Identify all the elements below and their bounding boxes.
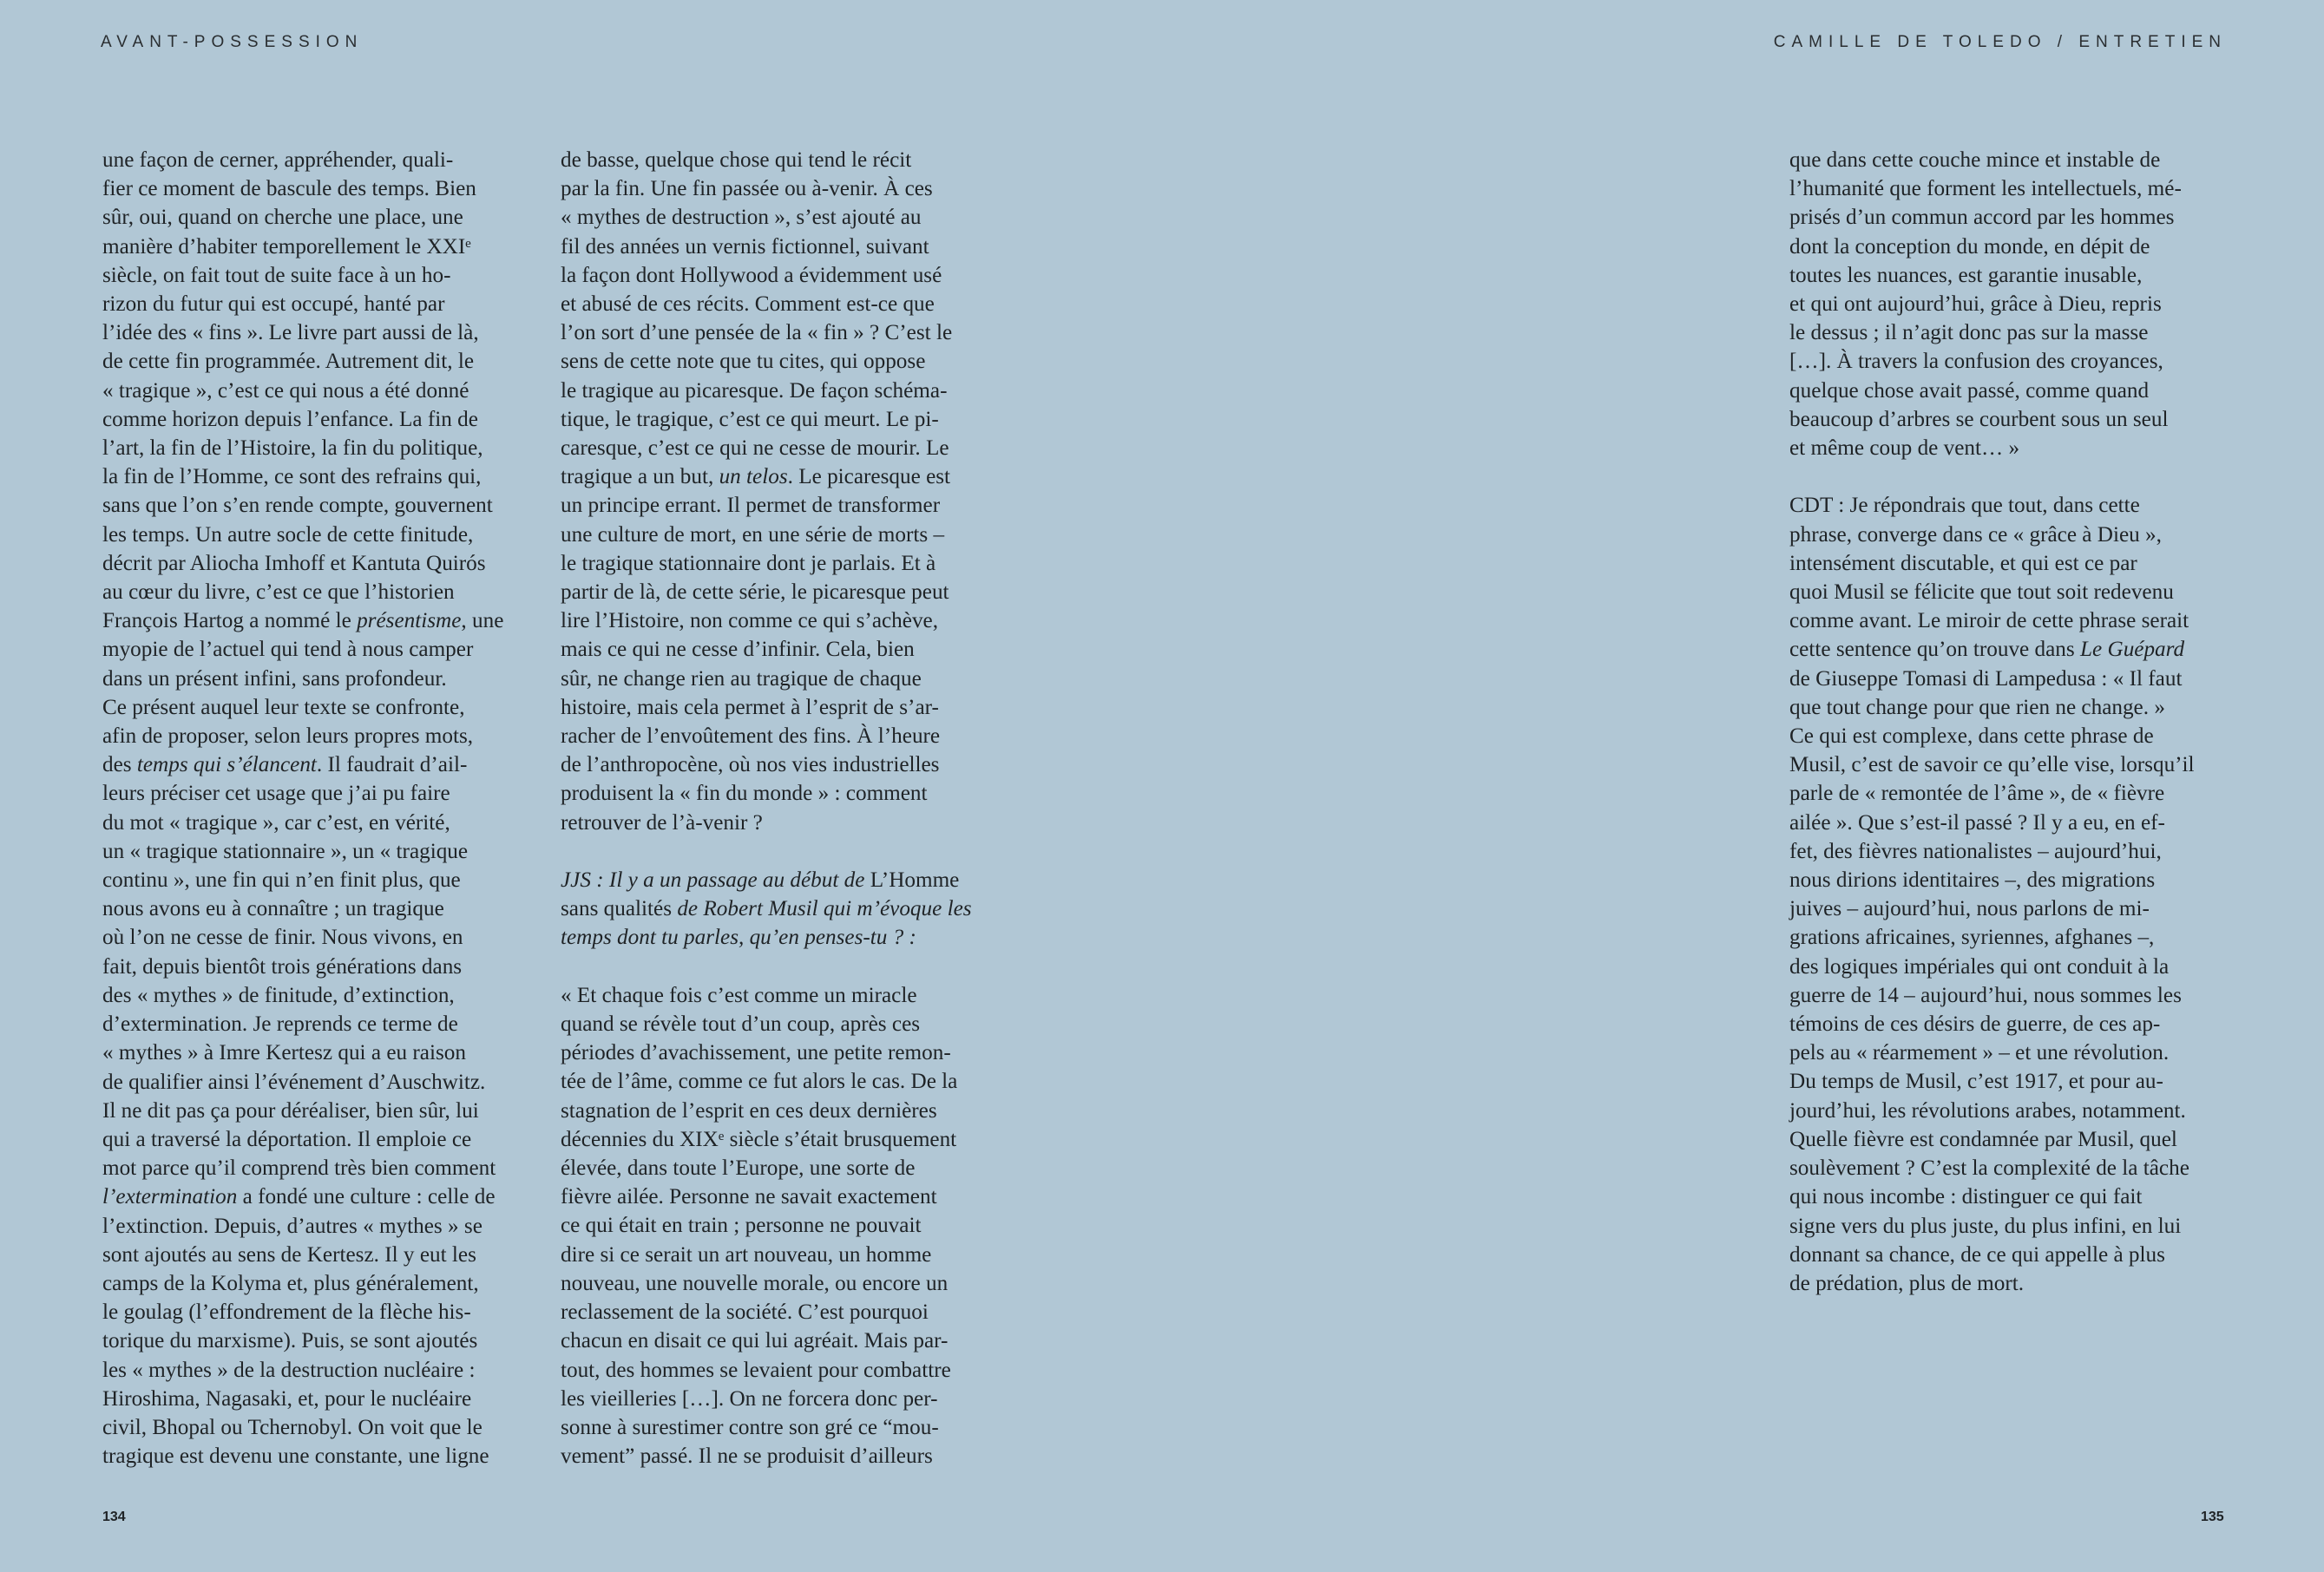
text-line: retrouver de l’à-venir ? (561, 810, 763, 835)
text-line: de Giuseppe Tomasi di Lampedusa : « Il faut (1789, 666, 2183, 691)
text-line: […]. À travers la confusion des croyances, (1789, 350, 2163, 374)
text-line: dans un présent infini, sans profondeur. (102, 666, 447, 691)
text-line: quoi Musil se félicite que tout soit redevenu (1789, 580, 2174, 605)
text-line: l’humanité que forment les intellectuels, mé- (1789, 177, 2182, 201)
text-line: torique du marxisme). Puis, se sont ajoutés (102, 1329, 478, 1353)
text-line: de basse, quelque chose qui tend le récit (561, 148, 912, 172)
text-line: pels au « réarmement » – et une révolution. (1789, 1041, 2170, 1065)
text-line: leurs préciser cet usage que j’ai pu faire (102, 782, 450, 806)
text-line: sûr, oui, quand on cherche une place, une (102, 206, 463, 230)
text-line: tique, le tragique, c’est ce qui meurt. Le pi- (561, 407, 939, 431)
text-column-left-page (102, 146, 536, 1470)
text-line: de qualifier ainsi l’événement d’Auschwitz. (102, 1070, 486, 1094)
text-line: « tragique », c’est ce qui nous a été donné (102, 378, 469, 403)
text-line: dont la conception du monde, en dépit de (1789, 234, 2150, 259)
text-line: afin de proposer, selon leurs propres mots, (102, 724, 474, 749)
text-line: tout, des hommes se levaient pour combattre (561, 1358, 951, 1382)
text-line: de l’anthropocène, où nos vies industrielles (561, 753, 940, 777)
text-line: fier ce moment de bascule des temps. Bien (102, 177, 476, 201)
text-line: de prédation, plus de mort. (1789, 1271, 2025, 1295)
text-line: fièvre ailée. Personne ne savait exactement (561, 1185, 937, 1209)
text-line: d’extermination. Je reprends ce terme de (102, 1012, 458, 1037)
text-line: les « mythes » de la destruction nucléaire : (102, 1358, 476, 1382)
text-line: décennies du XIXᵉ siècle s’était brusquement (561, 1127, 957, 1151)
text-line: des temps qui s’élancent. Il faudrait d’ail- (102, 753, 468, 777)
text-line: cette sentence qu’on trouve dans Le Guépard (1789, 638, 2185, 662)
text-line: rizon du futur qui est occupé, hanté par (102, 292, 445, 317)
text-line: nous dirions identitaires –, des migrations (1789, 868, 2156, 893)
text-line: comme avant. Le miroir de cette phrase serait (1789, 609, 2189, 633)
text-line: nous avons eu à connaître ; un tragique (102, 897, 444, 921)
text-column-right-page (1789, 146, 2223, 1298)
text-line: sans que l’on s’en rende compte, gouvernent (102, 494, 493, 518)
text-line: l’art, la fin de l’Histoire, la fin du politique, (102, 436, 483, 461)
text-line: que dans cette couche mince et instable de (1789, 148, 2161, 172)
running-head-right: CAMILLE DE TOLEDO / ENTRETIEN (1773, 33, 2227, 51)
text-line: sonne à surestimer contre son gré ce “mou- (561, 1415, 939, 1439)
text-line: Du temps de Musil, c’est 1917, et pour au- (1789, 1070, 2163, 1094)
text-line: partir de là, de cette série, le picaresque peut (561, 580, 949, 605)
text-line: signe vers du plus juste, du plus infini, en lui (1789, 1214, 2182, 1238)
text-line: sens de cette note que tu cites, qui oppose (561, 350, 926, 374)
text-line: caresque, c’est ce qui ne cesse de mourir. Le (561, 436, 949, 461)
text-line: de cette fin programmée. Autrement dit, le (102, 350, 475, 374)
text-line: et abusé de ces récits. Comment est-ce que (561, 292, 935, 317)
text-line: tragique a un but, un telos. Le picaresque est (561, 465, 951, 489)
text-line: siècle, on fait tout de suite face à un ho- (102, 263, 451, 287)
text-line: produisent la « fin du monde » : comment (561, 782, 928, 806)
text-line: Ce présent auquel leur texte se confronte, (102, 695, 465, 719)
text-line: myopie de l’actuel qui tend à nous camper (102, 638, 474, 662)
text-line: juives – aujourd’hui, nous parlons de mi- (1789, 897, 2150, 921)
text-line: grations africaines, syriennes, afghanes –, (1789, 926, 2155, 950)
text-line: qui a traversé la déportation. Il emploie ce (102, 1127, 472, 1151)
paragraph-gap (561, 953, 995, 981)
text-line: le goulag (l’effondrement de la flèche his- (102, 1300, 471, 1325)
text-line: « mythes » à Imre Kertesz qui a eu raison (102, 1041, 466, 1065)
text-line: civil, Bhopal ou Tchernobyl. On voit que le (102, 1415, 483, 1439)
text-line: où l’on ne cesse de finir. Nous vivons, en (102, 926, 463, 950)
text-line: élevée, dans toute l’Europe, une sorte de (561, 1156, 916, 1181)
text-line: l’extinction. Depuis, d’autres « mythes » se (102, 1214, 483, 1238)
text-line: reclassement de la société. C’est pourquoi (561, 1300, 929, 1325)
text-line: la façon dont Hollywood a évidemment usé (561, 263, 942, 287)
text-line: le tragique stationnaire dont je parlais. Et à (561, 551, 936, 575)
text-line: ailée ». Que s’est-il passé ? Il y a eu, en ef- (1789, 810, 2165, 835)
text-line: vement” passé. Il ne se produisit d’ailleurs (561, 1444, 933, 1469)
text-line: l’on sort d’une pensée de la « fin » ? C’est le (561, 321, 953, 345)
running-head-left: AVANT-POSSESSION (101, 33, 364, 51)
page-number-right: 135 (2201, 1510, 2224, 1524)
text-line: l’idée des « fins ». Le livre part aussi de là, (102, 321, 479, 345)
text-line: du mot « tragique », car c’est, en vérité, (102, 810, 450, 835)
text-line: Musil, c’est de savoir ce qu’elle vise, lorsqu’il (1789, 753, 2195, 777)
text-line: fet, des fièvres nationalistes – aujourd’hui, (1789, 839, 2162, 863)
text-line: chacun en disait ce qui lui agréait. Mais par- (561, 1329, 949, 1353)
text-line: intensément discutable, et qui est ce par (1789, 551, 2137, 575)
text-line: racher de l’envoûtement des fins. À l’heure (561, 724, 941, 749)
text-line: l’extermination a fondé une culture : celle de (102, 1185, 496, 1209)
text-line: une culture de mort, en une série de morts – (561, 522, 945, 547)
text-line: lire l’Histoire, non comme ce qui s’achève, (561, 609, 939, 633)
text-line: la fin de l’Homme, ce sont des refrains qui, (102, 465, 482, 489)
text-line: fait, depuis bientôt trois générations dans (102, 954, 463, 979)
text-line: histoire, mais cela permet à l’esprit de s’ar- (561, 695, 939, 719)
text-line: parle de « remontée de l’âme », de « fièvre (1789, 782, 2165, 806)
text-line: qui nous incombe : distinguer ce qui fait (1789, 1185, 2143, 1209)
text-line: « Et chaque fois c’est comme un miracle (561, 983, 917, 1007)
text-line: quelque chose avait passé, comme quand (1789, 378, 2150, 403)
text-line: sans qualités de Robert Musil qui m’évoque les (561, 897, 972, 921)
text-line: Quelle fièvre est condamnée par Musil, quel (1789, 1127, 2177, 1151)
text-line: au cœur du livre, c’est ce que l’historien (102, 580, 455, 605)
text-line: CDT : Je répondrais que tout, dans cette (1789, 494, 2140, 518)
text-line: une façon de cerner, appréhender, quali- (102, 148, 454, 172)
text-line: JJS : Il y a un passage au début de L’Homme (561, 868, 960, 893)
text-line: témoins de ces désirs de guerre, de ces ap- (1789, 1012, 2161, 1037)
text-line: un « tragique stationnaire », un « tragique (102, 839, 469, 863)
page-number-left: 134 (102, 1510, 126, 1524)
text-line: mot parce qu’il comprend très bien comment (102, 1156, 496, 1181)
text-line: sûr, ne change rien au tragique de chaque (561, 666, 922, 691)
text-line: François Hartog a nommé le présentisme, une (102, 609, 504, 633)
text-line: jourd’hui, les révolutions arabes, notamment. (1789, 1098, 2186, 1123)
text-line: et qui ont aujourd’hui, grâce à Dieu, repris (1789, 292, 2162, 317)
text-line: Hiroshima, Nagasaki, et, pour le nucléaire (102, 1386, 472, 1411)
text-line: tragique est devenu une constante, une ligne (102, 1444, 489, 1469)
text-line: camps de la Kolyma et, plus généralement, (102, 1271, 479, 1295)
text-line: dire si ce serait un art nouveau, un homme (561, 1242, 932, 1267)
text-line: phrase, converge dans ce « grâce à Dieu », (1789, 522, 2162, 547)
text-line: le dessus ; il n’agit donc pas sur la masse (1789, 321, 2149, 345)
text-line: Il ne dit pas ça pour déréaliser, bien sûr, lui (102, 1098, 479, 1123)
text-line: par la fin. Une fin passée ou à-venir. À ces (561, 177, 933, 201)
text-line: décrit par Aliocha Imhoff et Kantuta Quirós (102, 551, 486, 575)
text-line: des « mythes » de finitude, d’extinction, (102, 983, 455, 1007)
text-line: sont ajoutés au sens de Kertesz. Il y eut les (102, 1242, 476, 1267)
text-line: continu », une fin qui n’en finit plus, que (102, 868, 461, 893)
paragraph-gap (561, 837, 995, 866)
text-line: ce qui était en train ; personne ne pouvait (561, 1214, 922, 1238)
text-line: temps dont tu parles, qu’en penses-tu ? : (561, 926, 916, 950)
text-line: un principe errant. Il permet de transformer (561, 494, 941, 518)
text-line: toutes les nuances, est garantie inusable, (1789, 263, 2143, 287)
text-line: manière d’habiter temporellement le XXIᵉ (102, 234, 471, 259)
text-line: que tout change pour que rien ne change. » (1789, 695, 2165, 719)
paragraph-gap (1789, 462, 2223, 491)
text-line: mais ce qui ne cesse d’infinir. Cela, bien (561, 638, 915, 662)
text-line: nouveau, une nouvelle morale, ou encore un (561, 1271, 949, 1295)
text-line: quand se révèle tout d’un coup, après ces (561, 1012, 921, 1037)
text-line: « mythes de destruction », s’est ajouté au (561, 206, 922, 230)
text-line: Ce qui est complexe, dans cette phrase de (1789, 724, 2154, 749)
text-line: beaucoup d’arbres se courbent sous un seul (1789, 407, 2169, 431)
text-line: des logiques impériales qui ont conduit à la (1789, 954, 2170, 979)
text-line: donnant sa chance, de ce qui appelle à plus (1789, 1242, 2165, 1267)
text-line: fil des années un vernis fictionnel, suivant (561, 234, 929, 259)
text-line: les vieilleries […]. On ne forcera donc per- (561, 1386, 938, 1411)
text-line: guerre de 14 – aujourd’hui, nous sommes les (1789, 983, 2182, 1007)
text-line: soulèvement ? C’est la complexité de la tâche (1789, 1156, 2189, 1181)
text-line: prisés d’un commun accord par les hommes (1789, 206, 2175, 230)
text-line: stagnation de l’esprit en ces deux dernières (561, 1098, 937, 1123)
text-line: comme horizon depuis l’enfance. La fin de (102, 407, 478, 431)
text-column-left-page-second (561, 146, 995, 1470)
text-line: les temps. Un autre socle de cette finitude, (102, 522, 474, 547)
text-line: le tragique au picaresque. De façon schéma- (561, 378, 948, 403)
text-line: et même coup de vent… » (1789, 436, 2020, 461)
text-line: tée de l’âme, comme ce fut alors le cas. De la (561, 1070, 958, 1094)
text-line: périodes d’avachissement, une petite remon- (561, 1041, 951, 1065)
